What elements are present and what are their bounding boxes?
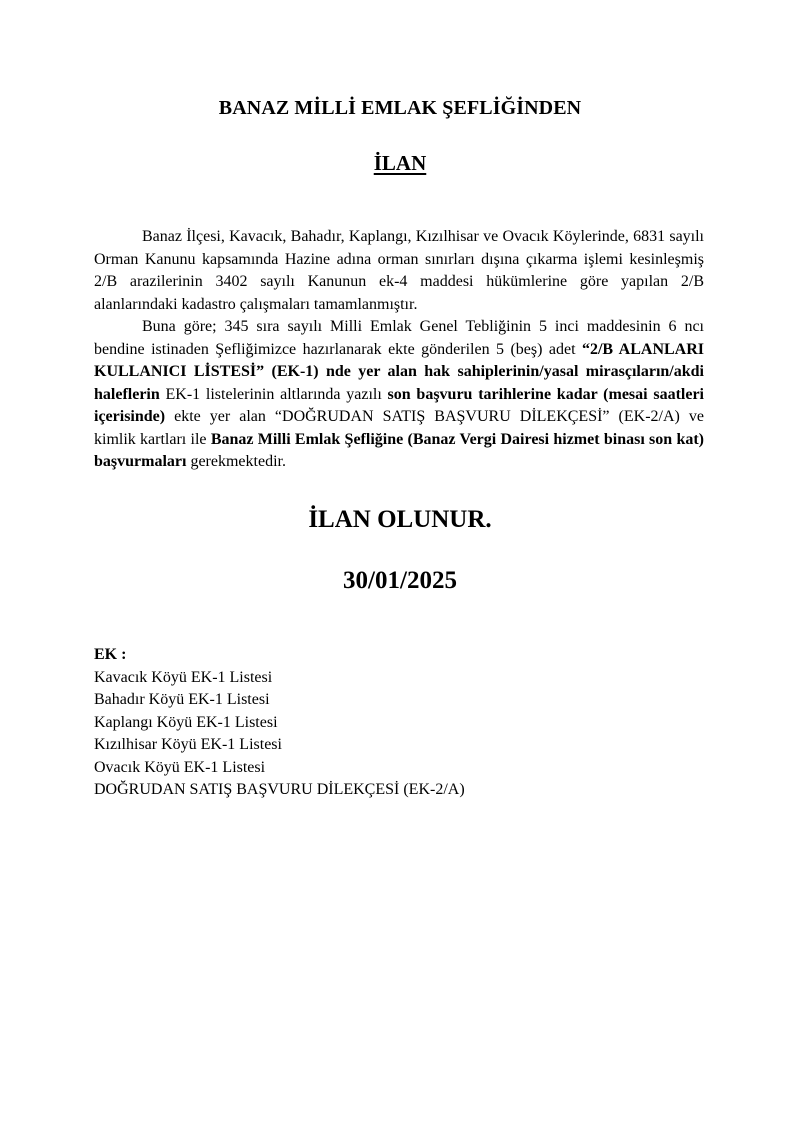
attachment-item: Kızılhisar Köyü EK-1 Listesi: [94, 736, 282, 753]
attachments-section: [94, 644, 694, 802]
paragraph-2-text-2: EK-1 listelerinin altlarında yazılı: [159, 385, 388, 403]
attachment-item: Kaplangı Köyü EK-1 Listesi: [94, 713, 278, 731]
issuing-office-heading: BANAZ MİLLİ EMLAK ŞEFLİĞİNDEN: [218, 97, 582, 119]
notice-title: İLAN: [373, 151, 427, 175]
paragraph-2-bold-2: son başvuru tarihlerine kadar (mesai saatleri içerisinde): [94, 385, 704, 425]
announcement-date: 30/01/2025: [343, 567, 457, 594]
paragraph-2-text-3: ekte yer alan “DOĞRUDAN SATIŞ BAŞVURU DİLEKÇESİ” (EK-2/A) ve kimlik kartları ile: [94, 408, 704, 448]
notice-body: [94, 226, 704, 474]
paragraph-2-bold-3: Banaz Milli Emlak Şefliğine (Banaz Vergi Dairesi hizmet binası son kat) başvurmaları: [94, 430, 705, 470]
attachment-item: DOĞRUDAN SATIŞ BAŞVURU DİLEKÇESİ (EK-2/A): [94, 781, 465, 798]
attachment-item: Ovacık Köyü EK-1 Listesi: [94, 758, 266, 776]
paragraph-2-text-1: Buna göre; 345 sıra sayılı Milli Emlak Genel Tebliğinin 5 inci maddesinin 6 ncı bendine istinaden Şefliğimizce hazırlanarak ekte gönderilen 5 (beş) adet: [94, 318, 704, 358]
attachments-list: [94, 667, 694, 802]
body-paragraph-2: [94, 316, 704, 474]
body-paragraph-1: Banaz İlçesi, Kavacık, Bahadır, Kaplangı, Kızılhisar ve Ovacık Köylerinde, 6831 sayılı Orman Kanunu kapsamında Hazine adına orman sınırları dışına çıkarma işlemi kesinleşmiş 2/B arazilerinin 3402 sayılı Kanunun ek-4 maddesi hükümlerine göre yapılan 2/B alanlarındaki kadastro çalışmaları tamamlanmıştır.: [94, 228, 704, 313]
attachment-item: Kavacık Köyü EK-1 Listesi: [94, 668, 273, 686]
attachments-label: EK :: [94, 646, 127, 663]
paragraph-2-bold-1: “2/B ALANLARI KULLANICI LİSTESİ” (EK-1) nde yer alan hak sahiplerinin/yasal mirasçıların/akdi haleflerin: [94, 340, 705, 403]
announcement-closing: İLAN OLUNUR.: [308, 506, 492, 533]
paragraph-2-text-4: gerekmektedir.: [186, 453, 286, 470]
attachment-item: Bahadır Köyü EK-1 Listesi: [94, 691, 270, 708]
